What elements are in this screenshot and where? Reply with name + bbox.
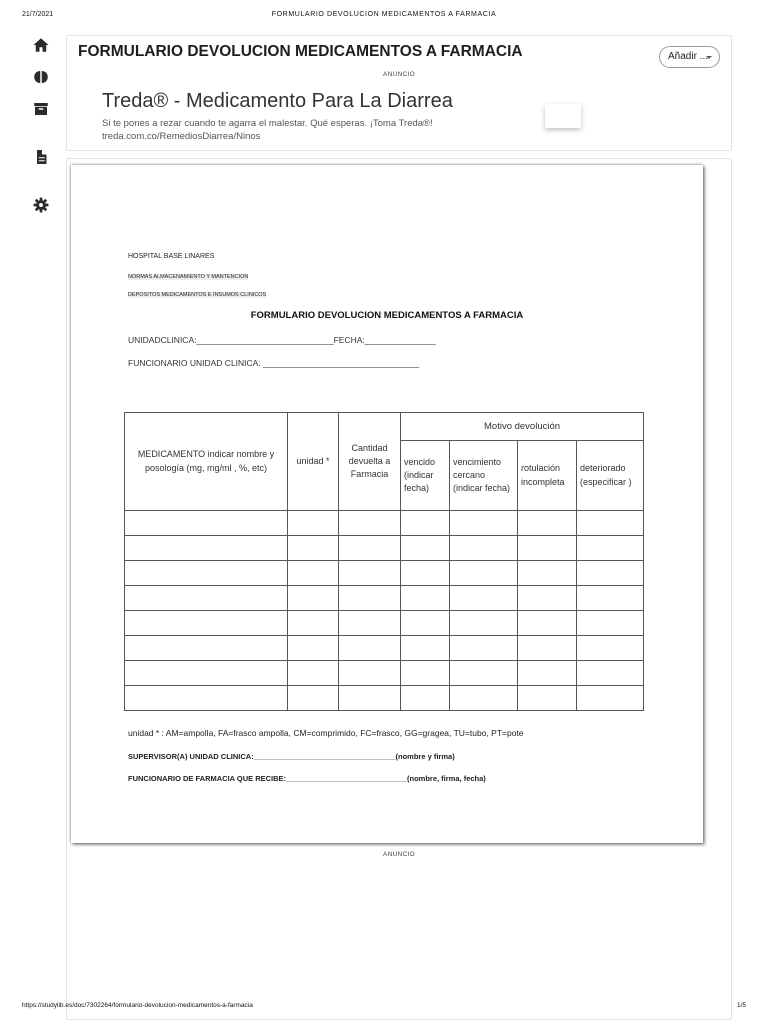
table-cell: [577, 511, 644, 536]
unit-legend: unidad * : AM=ampolla, FA=frasco ampolla, CM=comprimido, FC=frasco, GG=gragea, TU=tubo, PT=pote: [128, 728, 524, 738]
table-body: [125, 511, 644, 711]
ad-label: ANUNCIO: [382, 71, 416, 78]
table-cell: [125, 536, 288, 561]
table-row: [125, 586, 644, 611]
table-row: [125, 661, 644, 686]
col-unidad: unidad *: [288, 413, 339, 511]
table-cell: [125, 636, 288, 661]
table-cell: [577, 586, 644, 611]
table-cell: [577, 536, 644, 561]
table-cell: [125, 611, 288, 636]
col-motivo: Motivo devolución: [401, 413, 644, 441]
supervisor-line: SUPERVISOR(A) UNIDAD CLINICA:__________________________________(nombre y firma): [128, 752, 455, 761]
deposits-line: DEPOSITOS MEDICAMENTOS E INSUMOS CLINICOS: [128, 292, 267, 298]
print-page-number: 1/5: [736, 1002, 746, 1009]
table-cell: [518, 686, 577, 711]
table-cell: [288, 586, 339, 611]
gear-icon[interactable]: [32, 196, 50, 214]
table-cell: [450, 586, 518, 611]
col-cantidad: Cantidad devuelta a Farmacia: [339, 413, 401, 511]
table-cell: [401, 611, 450, 636]
pharmacy-receiver-line: FUNCIONARIO DE FARMACIA QUE RECIBE:_____________________________(nombre, firma, fecha): [128, 774, 486, 783]
table-cell: [450, 511, 518, 536]
document-page: [71, 165, 703, 843]
table-cell: [288, 561, 339, 586]
document-title: FORMULARIO DEVOLUCION MEDICAMENTOS A FARMACIA: [78, 43, 523, 60]
table-cell: [288, 511, 339, 536]
table-cell: [339, 511, 401, 536]
table-row: [125, 511, 644, 536]
medication-table: [124, 412, 644, 711]
ad-text: Si te pones a rezar cuando te agarra el malestar. Qué esperas. ¡Toma Treda®!: [102, 118, 433, 129]
brain-icon[interactable]: [32, 68, 50, 86]
table-cell: [450, 686, 518, 711]
table-cell: [339, 661, 401, 686]
table-row: [125, 636, 644, 661]
table-cell: [518, 586, 577, 611]
table-cell: [288, 636, 339, 661]
funcionario-field: FUNCIONARIO UNIDAD CLINICA: _________________________________: [128, 358, 420, 368]
table-cell: [339, 561, 401, 586]
table-cell: [450, 561, 518, 586]
ad-button[interactable]: [545, 104, 581, 128]
table-cell: [125, 661, 288, 686]
print-header: [0, 11, 768, 21]
table-cell: [288, 536, 339, 561]
print-title: FORMULARIO DEVOLUCION MEDICAMENTOS A FARMACIA: [271, 11, 497, 18]
table-cell: [401, 536, 450, 561]
table-cell: [288, 611, 339, 636]
ad-url[interactable]: treda.com.co/RemediosDiarrea/Ninos: [102, 131, 261, 142]
table-cell: [518, 611, 577, 636]
document-icon[interactable]: [32, 148, 50, 166]
table-cell: [518, 536, 577, 561]
norms-line: NORMAS ALMACENAMIENTO Y MANTENCION: [128, 274, 249, 280]
table-cell: [577, 636, 644, 661]
col-medicamento: MEDICAMENTO indicar nombre y posología (mg, mg/ml , %, etc): [125, 413, 288, 511]
table-cell: [518, 561, 577, 586]
table-cell: [125, 511, 288, 536]
hospital-name: HOSPITAL BASE LINARES: [128, 253, 215, 260]
table-cell: [288, 661, 339, 686]
table-row: [125, 611, 644, 636]
table-cell: [288, 686, 339, 711]
table-cell: [401, 686, 450, 711]
add-to-button[interactable]: [659, 46, 720, 68]
form-title: FORMULARIO DEVOLUCION MEDICAMENTOS A FARMACIA: [250, 310, 524, 321]
ad-headline[interactable]: Treda® - Medicamento Para La Diarrea: [102, 90, 453, 112]
table-cell: [577, 611, 644, 636]
table-cell: [577, 686, 644, 711]
table-cell: [339, 611, 401, 636]
sub-vencimiento: vencimiento cercano (indicar fecha): [450, 441, 518, 511]
add-to-label: Añadir ...: [668, 51, 709, 62]
table-cell: [401, 561, 450, 586]
home-icon[interactable]: [32, 36, 50, 54]
table-cell: [577, 661, 644, 686]
table-row: [125, 561, 644, 586]
table-cell: [450, 636, 518, 661]
sub-deteriorado: deteriorado (especificar ): [577, 441, 644, 511]
header-card: [66, 35, 732, 151]
sub-rotulacion: rotulación incompleta: [518, 441, 577, 511]
print-footer: [0, 1002, 768, 1012]
table-cell: [125, 586, 288, 611]
table-cell: [125, 561, 288, 586]
archive-icon[interactable]: [32, 100, 50, 118]
table-cell: [339, 686, 401, 711]
table-row: [125, 686, 644, 711]
table-row: [125, 536, 644, 561]
table-cell: [450, 661, 518, 686]
table-cell: [518, 636, 577, 661]
table-cell: [577, 561, 644, 586]
table-cell: [518, 661, 577, 686]
table-cell: [401, 586, 450, 611]
sub-vencido: vencido (indicar fecha): [401, 441, 450, 511]
unidad-fecha-field: UNIDADCLINICA:_____________________________FECHA:_______________: [128, 335, 436, 345]
table-cell: [339, 586, 401, 611]
table-cell: [401, 661, 450, 686]
document-viewer: [66, 158, 732, 1020]
table-cell: [339, 636, 401, 661]
table-cell: [339, 536, 401, 561]
print-url: https://studylib.es/doc/7302264/formulario-devolucion-medicamentos-a-farmacia: [22, 1002, 253, 1009]
table-cell: [125, 686, 288, 711]
table-cell: [450, 536, 518, 561]
ad-label-bottom: ANUNCIO: [382, 851, 416, 858]
table-cell: [401, 511, 450, 536]
table-cell: [450, 611, 518, 636]
table-cell: [518, 511, 577, 536]
table-cell: [401, 636, 450, 661]
chevron-down-icon: [706, 56, 712, 59]
print-date: 21/7/2021: [22, 11, 54, 18]
